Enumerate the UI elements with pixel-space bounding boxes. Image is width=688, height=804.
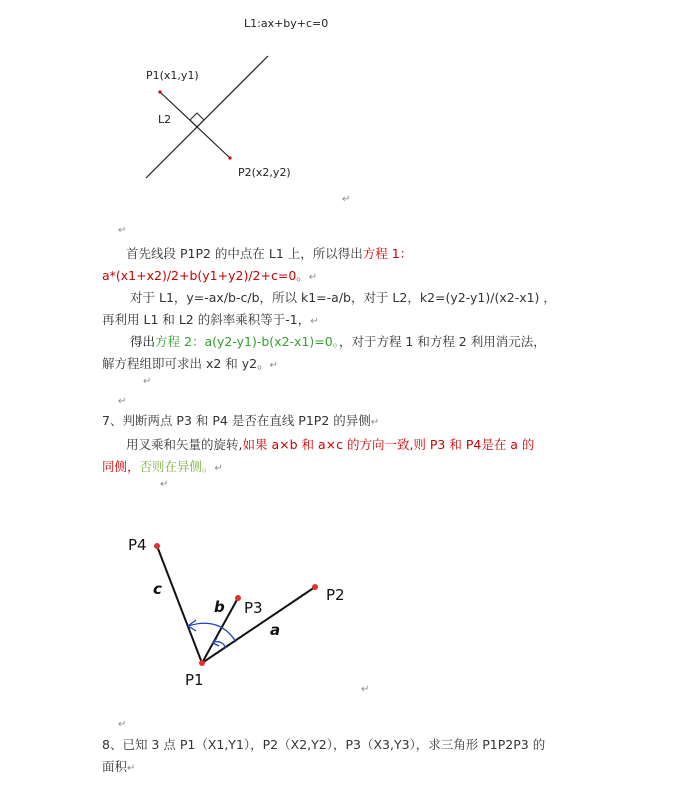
paragraph-line [102, 353, 546, 377]
section-8 [102, 734, 545, 780]
p4-label: P4 [128, 536, 147, 554]
text: ，对于方程 1 和方程 2 利用消元法， [338, 334, 546, 349]
p1-label: P1 [185, 671, 204, 689]
p2-label: P2 [326, 586, 345, 604]
vector-c [157, 546, 202, 663]
paragraph-equation-2 [102, 331, 546, 377]
vector-c-label: c [153, 580, 162, 598]
text: 对于 L1，y=-ax/b-c/b，所以 k1=-a/b，对于 L2，k2=(y2-y1)/(x2-x1) ， [130, 290, 556, 305]
line-l1-label: L1:ax+by+c=0 [244, 17, 329, 30]
perpendicular-diagram [0, 0, 688, 200]
heading-text: 7、判断两点 P3 和 P4 是否在直线 P1P2 的异侧 [102, 413, 371, 428]
point-p1 [199, 660, 205, 666]
equation-1-label: 方程 1： [362, 246, 413, 261]
paragraph-line [102, 756, 545, 780]
paragraph-line [102, 331, 546, 353]
return-mark: ↵ [214, 463, 223, 474]
equation-2-text: 方程 2：a(y2-y1)-b(x2-x1)=0。 [155, 334, 339, 349]
return-mark: ↵ [143, 376, 152, 387]
return-mark: ↵ [118, 396, 127, 407]
return-mark: ↵ [342, 194, 351, 205]
right-angle-marker [190, 113, 204, 127]
text: 解方程组即可求出 x2 和 y2。 [102, 356, 270, 371]
return-mark: ↵ [370, 417, 380, 428]
point-p3 [235, 595, 241, 601]
vector-b-label: b [214, 598, 225, 616]
text: 首先线段 P1P2 的中点在 L1 上，所以得出 [126, 246, 363, 261]
cross-product-diagram [0, 520, 688, 700]
paragraph-line [102, 434, 534, 456]
l2-label: L2 [158, 113, 172, 126]
return-mark: ↵ [308, 272, 318, 283]
same-side-text: 同侧， [102, 459, 140, 474]
p3-label: P3 [244, 599, 263, 617]
same-side-condition: 如果 a×b 和 a×c 的方向一致,则 P3 和 P4是在 a 的 [242, 437, 535, 452]
point-p1 [158, 90, 161, 93]
heading-text: 8、已知 3 点 P1（X1,Y1），P2（X2,Y2），P3（X3,Y3），求三角形 P1P2P3 的 [102, 737, 546, 752]
point-p2 [312, 584, 318, 590]
equation-1-text: a*(x1+x2)/2+b(y1+y2)/2+c=0。 [102, 268, 309, 283]
return-mark: ↵ [310, 316, 319, 327]
paragraph-line [102, 309, 556, 333]
return-mark: ↵ [160, 479, 169, 490]
p2-label: P2(x2,y2) [238, 166, 291, 179]
vector-a-label: a [270, 621, 281, 639]
return-mark: ↵ [269, 360, 279, 371]
paragraph-line [102, 287, 556, 309]
rotation-arc-outer [188, 623, 236, 642]
paragraph-line [102, 265, 412, 289]
point-p2 [228, 156, 231, 159]
text: 面积 [102, 759, 128, 774]
return-mark: ↵ [118, 719, 127, 730]
text: 再利用 L1 和 L2 的斜率乘积等于-1， [102, 312, 311, 327]
paragraph-equation-1 [102, 243, 412, 289]
section-8-heading [102, 734, 545, 756]
return-mark: ↵ [127, 763, 136, 774]
section-7 [102, 410, 534, 480]
p1-label: P1(x1,y1) [146, 69, 199, 82]
return-mark: ↵ [361, 684, 370, 695]
text: 用叉乘和矢量的旋转, [126, 437, 243, 452]
paragraph-line [102, 243, 412, 265]
opposite-side-text: 否则在异侧。 [139, 459, 215, 474]
return-mark: ↵ [118, 225, 127, 236]
paragraph-line [102, 456, 534, 480]
paragraph-slopes [102, 287, 556, 333]
text: 得出 [130, 334, 156, 349]
point-p4 [154, 543, 160, 549]
section-7-heading [102, 410, 534, 434]
